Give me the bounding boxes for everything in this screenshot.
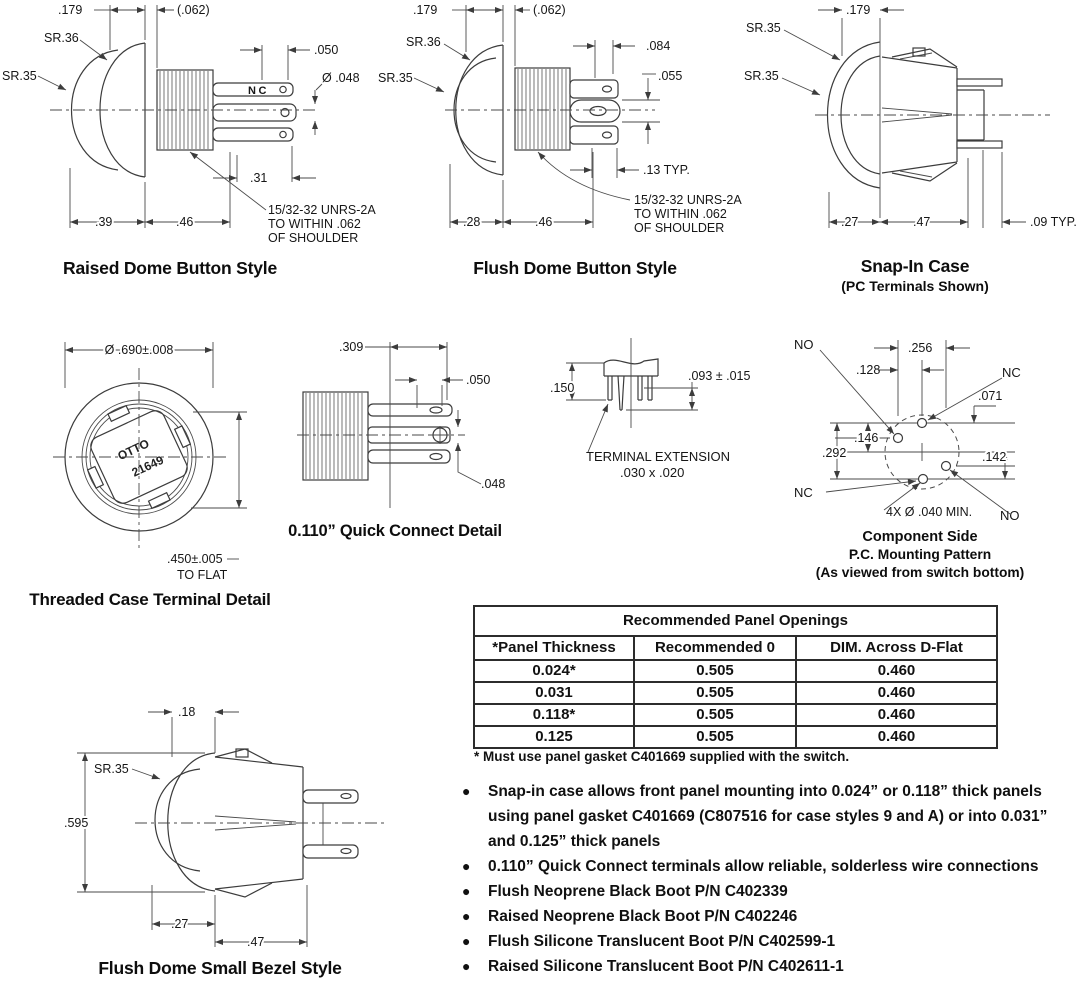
dim-062-label: (.062) [177,3,210,17]
quick-connect-drawing [295,330,525,520]
dim-142-label: .142 [982,450,1007,464]
sr35-label: SR.35 [94,762,129,776]
snap-in-subcaption: (PC Terminals Shown) [841,278,989,294]
bullet-icon: ● [462,883,471,899]
threaded-case-caption: Threaded Case Terminal Detail [29,590,271,609]
dim-450-label: .450±.005 [167,552,223,566]
flush-dome-caption: Flush Dome Button Style [473,258,677,278]
thread-note-2: TO WITHIN .062 [268,217,361,231]
table-footnote: * Must use panel gasket C401669 supplied with the switch. [474,749,850,764]
dim-690-label: Ø .690±.008 [104,343,174,357]
list-item [462,954,1074,979]
snap-in-drawing [720,0,1080,250]
table-header-row [475,637,996,661]
table-row: 0.024* 0.505 0.460 [475,661,996,683]
pc-pattern-caption-line2: P.C. Mounting Pattern [848,547,992,562]
dim-146-label: .146 [854,431,879,445]
dim-084-label: .084 [646,39,671,53]
snap-in-dimensions [782,10,1026,228]
sr36-label: SR.36 [44,31,79,45]
sr35-label: SR.35 [378,71,413,85]
small-bezel-dimensions [77,712,307,947]
bullet-icon: ● [462,858,471,874]
bullet-icon: ● [462,933,471,949]
dim-179-label: .179 [58,3,83,17]
dim-055-label: .055 [658,69,683,83]
case-stamp-number: 21649 [129,452,166,480]
hole-note-label: 4X Ø .040 MIN. [886,505,973,519]
snap-in-caption: Snap-In Case [860,256,970,276]
snap-in-outline [815,42,1050,188]
nc-top-label: NC [1002,365,1021,380]
dim-28-label: .28 [463,215,481,229]
feature-bullet-list [462,779,1074,979]
dim-46-label: .46 [535,215,553,229]
dim-46-label: .46 [176,215,194,229]
bullet-text: Flush Silicone Translucent Boot P/N C402599-1 [488,933,836,950]
dim-39-label: .39 [95,215,113,229]
dim-179-label: .179 [846,3,871,17]
dim-309-label: .309 [339,340,364,354]
sr35-top-label: SR.35 [746,21,781,35]
list-item [462,879,1074,904]
pc-pattern-caption-line1: Component Side [862,529,978,545]
raised-dome-outline [50,43,318,177]
terminal-extension-size: .030 x .020 [620,465,685,480]
bullet-text: Snap-in case allows front panel mounting into 0.024” or 0.118” thick panels using panel gasket C401669 (C807516 for case styles 9 and A) or into 0.031” and 0.125” thick panels [488,783,1048,850]
case-stamp-otto: OTTO [115,436,152,464]
dim-31-label: .31 [250,171,268,185]
thread-note-1: 15/32-32 UNRS-2A [634,193,742,207]
pc-pattern-caption-line3: (As viewed from switch bottom) [815,565,1025,580]
table-row: 0.118* 0.505 0.460 [475,705,996,727]
to-flat-label: TO FLAT [177,568,228,582]
dim-062-label: (.062) [533,3,566,17]
panel-openings-table [473,605,998,749]
dim-47-label: .47 [913,215,931,229]
bullet-text: Raised Silicone Translucent Boot P/N C402611-1 [488,958,844,975]
dim-050-label: .050 [466,373,491,387]
flush-dome-drawing [360,0,742,250]
list-item [462,779,1074,854]
thread-note-2: TO WITHIN .062 [634,207,727,221]
threaded-case-drawing [25,330,295,590]
dim-256-label: .256 [908,341,933,355]
dim-18-label: .18 [178,705,196,719]
dim-050-label: .050 [314,43,339,57]
col-dim-across-dflat: DIM. Across D-Flat [797,637,996,661]
dim-071-label: .071 [978,389,1003,403]
dim-150-label: .150 [550,381,575,395]
small-bezel-drawing [40,695,430,950]
dim-27-label: .27 [171,917,189,931]
pc-pattern-caption [775,528,1065,582]
table-row: 0.125 0.505 0.460 [475,727,996,747]
bullet-icon: ● [462,908,471,924]
table-row: 0.031 0.505 0.460 [475,683,996,705]
terminal-extension-drawing [540,330,790,490]
dim-048-label: Ø .048 [322,71,360,85]
list-item [462,854,1074,879]
quick-connect-outline [297,392,465,480]
sr35-label: SR.35 [2,69,37,83]
terminal-nc-label: NC [248,85,269,97]
dim-093-label: .093 ± .015 [688,369,751,383]
dim-048-label: .048 [481,477,506,491]
bullet-icon: ● [462,783,471,799]
table-title: Recommended Panel Openings [475,607,996,637]
dim-09typ-label: .09 TYP. [1030,215,1077,229]
bullet-text: Flush Neoprene Black Boot P/N C402339 [488,883,788,900]
sr36-label: SR.36 [406,35,441,49]
bullet-text: 0.110” Quick Connect terminals allow reliable, solderless wire connections [488,858,1039,875]
dim-27-label: .27 [841,215,859,229]
quick-connect-caption: 0.110” Quick Connect Detail [288,522,502,540]
nc-bottom-label: NC [794,485,813,500]
bullet-text: Raised Neoprene Black Boot P/N C402246 [488,908,798,925]
thread-note-1: 15/32-32 UNRS-2A [268,203,376,217]
sr35-bottom-label: SR.35 [744,69,779,83]
dim-292-label: .292 [822,446,847,460]
no-top-label: NO [794,337,814,352]
pc-mounting-pattern-drawing [780,330,1080,526]
list-item [462,904,1074,929]
raised-dome-drawing [0,0,376,250]
quick-connect-dimensions [365,342,481,508]
dim-13typ-label: .13 TYP. [643,163,690,177]
terminal-extension-outline [604,338,658,428]
small-bezel-caption: Flush Dome Small Bezel Style [98,958,342,978]
col-panel-thickness: *Panel Thickness [475,637,635,661]
terminal-extension-note: TERMINAL EXTENSION [586,449,730,464]
no-bottom-label: NO [1000,508,1020,523]
thread-note-3: OF SHOULDER [634,221,725,235]
flush-dome-dimensions [414,5,660,228]
list-item [462,929,1074,954]
dim-47-label: .47 [247,935,265,949]
raised-dome-caption: Raised Dome Button Style [63,258,277,278]
threaded-case-outline [53,368,229,550]
flush-dome-outline [445,45,655,175]
small-bezel-outline [135,749,385,897]
col-recommended: Recommended 0 [635,637,797,661]
thread-note-3: OF SHOULDER [268,231,359,245]
dim-595-label: .595 [64,816,89,830]
dim-128-label: .128 [856,363,881,377]
dim-179-label: .179 [413,3,438,17]
bullet-icon: ● [462,958,471,974]
